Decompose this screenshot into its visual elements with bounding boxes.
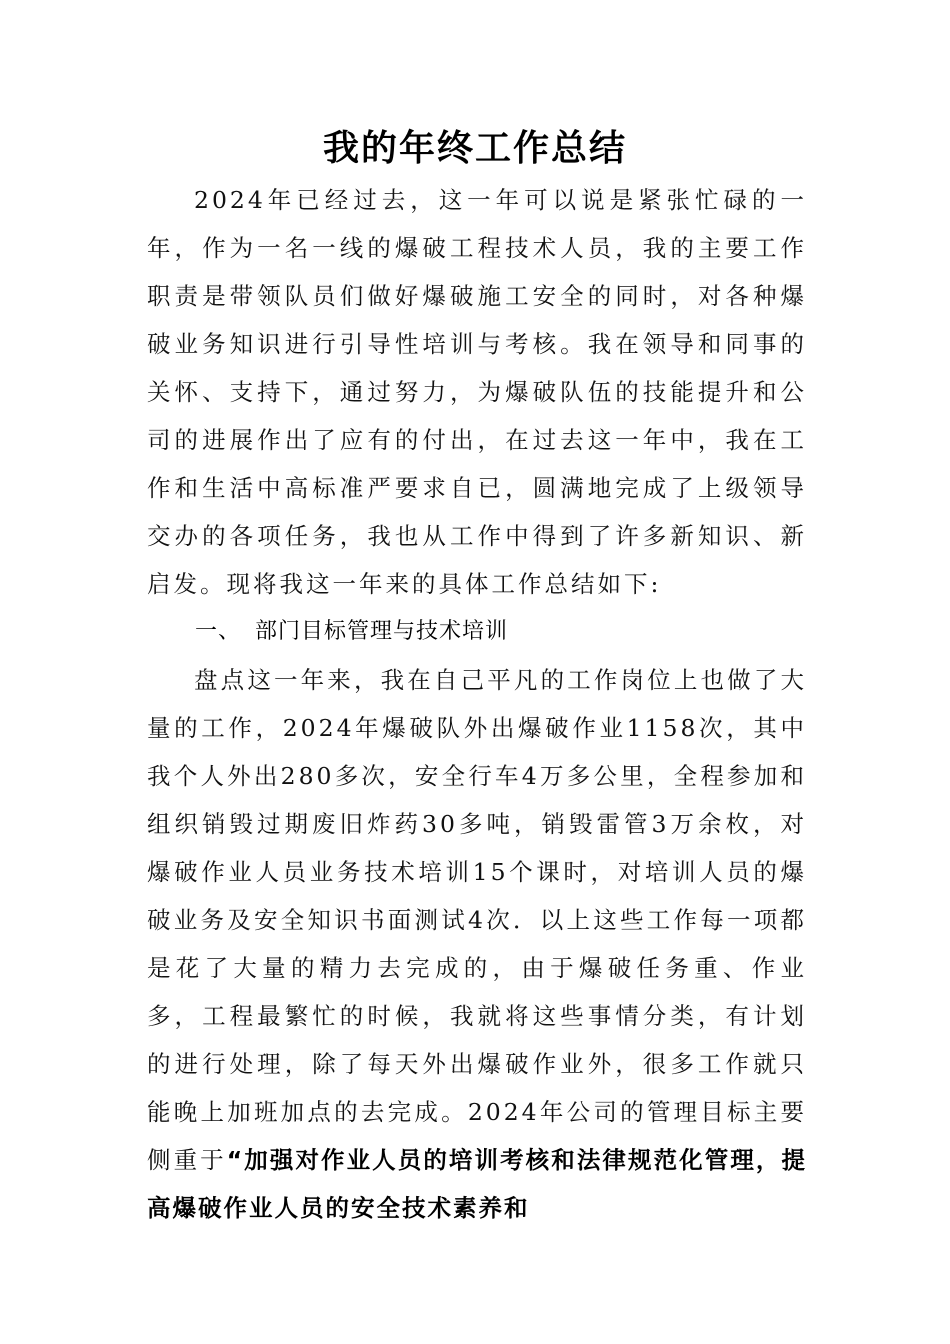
section-heading-text: 部门目标管理与技术培训 xyxy=(255,619,509,644)
intro-paragraph: 2024年已经过去，这一年可以说是紧张忙碌的一年，作为一名一线的爆破工程技术人员，我的主要工作职责是带领队员们做好爆破施工安全的同时，对各种爆破业务知识进行引导性培训与考核。我在领导和同事的关怀、支持下，通过努力，为爆破队伍的技能提升和公司的进展作出了应有的付出，在过去这一年中，我在工作和生活中高标准严要求自已，圆满地完成了上级领导交办的各项任务，我也从工作中得到了许多新知识、新启发。现将我这一年来的具体工作总结如下: xyxy=(147,186,807,598)
emphasized-text: “加强对作业人员的培训考核和法律规范化管理，提高爆破作业人员的安全技术素养和 xyxy=(147,1146,807,1222)
document-title: 我的年终工作总结 xyxy=(322,127,627,169)
section-heading xyxy=(147,608,807,656)
document-body xyxy=(147,176,807,1232)
section-number: 一、 xyxy=(195,619,242,644)
section-paragraph-text: 盘点这一年来，我在自己平凡的工作岗位上也做了大量的工作，2024年爆破队外出爆破作业1158次，其中我个人外出280多次，安全行车4万多公里，全程参加和组织销毁过期废旧炸药30多吨，销毁雷管3万余枚，对爆破作业人员业务技术培训15个课时，对培训人员的爆破业务及安全知识书面测试4次．以上这些工作每一项都是花了大量的精力去完成的，由于爆破任务重、作业多，工程最繁忙的时候，我就将这些事情分类，有计划的进行处理，除了每天外出爆破作业外，很多工作就只能晚上加班加点的去完成。2024年公司的管理目标主要侧重于 xyxy=(147,666,807,1174)
section-paragraph xyxy=(147,656,807,1232)
